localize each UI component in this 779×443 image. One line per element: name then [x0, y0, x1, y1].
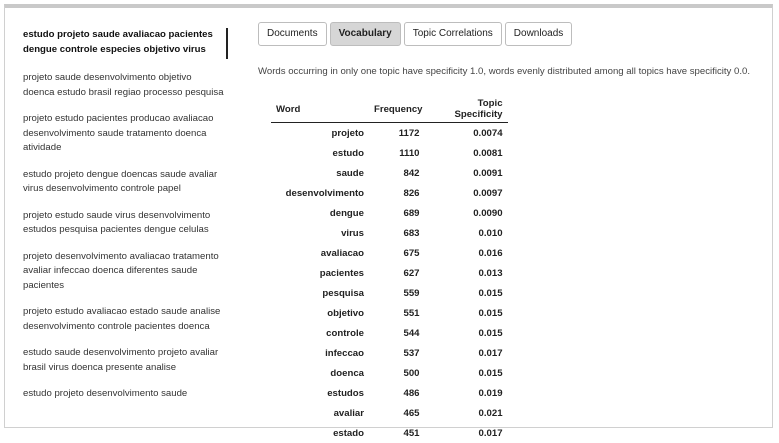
cell-specificity: 0.016	[428, 243, 508, 263]
topic-item[interactable]: projeto saude desenvolvimento objetivo doenca estudo brasil regiao processo pesquisa	[23, 71, 228, 100]
tab-vocabulary[interactable]: Vocabulary	[330, 22, 401, 46]
cell-frequency: 544	[369, 323, 428, 343]
topic-item[interactable]: projeto desenvolvimento avaliacao tratamento avaliar infeccao doenca diferentes saude pacientes	[23, 250, 228, 294]
cell-word: saude	[271, 163, 369, 183]
cell-word: estudo	[271, 143, 369, 163]
cell-word: pesquisa	[271, 283, 369, 303]
cell-frequency: 500	[369, 363, 428, 383]
tab-downloads[interactable]: Downloads	[505, 22, 572, 46]
main-panel	[258, 22, 772, 427]
table-row	[271, 123, 508, 144]
table-row	[271, 223, 508, 243]
cell-word: doenca	[271, 363, 369, 383]
column-header-frequency[interactable]: Frequency	[369, 96, 428, 123]
cell-frequency: 551	[369, 303, 428, 323]
table-row	[271, 383, 508, 403]
cell-frequency: 689	[369, 203, 428, 223]
table-row	[271, 163, 508, 183]
table-row	[271, 423, 508, 443]
table-row	[271, 263, 508, 283]
cell-word: avaliacao	[271, 243, 369, 263]
cell-word: estudos	[271, 383, 369, 403]
cell-specificity: 0.021	[428, 403, 508, 423]
topic-item[interactable]: projeto estudo avaliacao estado saude analise desenvolvimento controle pacientes doenca	[23, 305, 228, 334]
cell-word: estado	[271, 423, 369, 443]
topic-item[interactable]: estudo projeto dengue doencas saude avaliar virus desenvolvimento controle papel	[23, 168, 228, 197]
cell-specificity: 0.0081	[428, 143, 508, 163]
table-row	[271, 363, 508, 383]
table-row	[271, 183, 508, 203]
cell-word: desenvolvimento	[271, 183, 369, 203]
cell-frequency: 842	[369, 163, 428, 183]
cell-specificity: 0.013	[428, 263, 508, 283]
cell-specificity: 0.017	[428, 423, 508, 443]
table-body	[271, 123, 508, 443]
topic-list[interactable]	[23, 28, 228, 427]
cell-frequency: 1110	[369, 143, 428, 163]
table-row	[271, 143, 508, 163]
cell-frequency: 559	[369, 283, 428, 303]
cell-specificity: 0.0090	[428, 203, 508, 223]
column-header-word[interactable]: Word	[271, 96, 369, 123]
cell-frequency: 826	[369, 183, 428, 203]
cell-specificity: 0.010	[428, 223, 508, 243]
topic-item[interactable]: projeto estudo saude virus desenvolvimento estudos pesquisa pacientes dengue celulas	[23, 209, 228, 238]
cell-word: projeto	[271, 123, 369, 144]
cell-specificity: 0.0097	[428, 183, 508, 203]
cell-frequency: 683	[369, 223, 428, 243]
column-header-specificity[interactable]: Topic Specificity	[428, 96, 508, 123]
vocabulary-table	[271, 96, 508, 443]
app-frame	[4, 4, 773, 428]
cell-specificity: 0.019	[428, 383, 508, 403]
cell-frequency: 537	[369, 343, 428, 363]
tab-documents[interactable]: Documents	[258, 22, 327, 46]
cell-frequency: 451	[369, 423, 428, 443]
topic-item[interactable]: estudo projeto saude avaliacao pacientes dengue controle especies objetivo virus	[23, 28, 228, 59]
cell-word: objetivo	[271, 303, 369, 323]
cell-specificity: 0.015	[428, 363, 508, 383]
tab-bar	[258, 22, 772, 46]
table-row	[271, 323, 508, 343]
cell-specificity: 0.015	[428, 323, 508, 343]
topic-item[interactable]: estudo saude desenvolvimento projeto avaliar brasil virus doenca presente analise	[23, 346, 228, 375]
cell-word: avaliar	[271, 403, 369, 423]
topic-item[interactable]: projeto estudo pacientes producao avaliacao desenvolvimento saude tratamento doenca atividade	[23, 112, 228, 156]
table-row	[271, 303, 508, 323]
table-row	[271, 283, 508, 303]
table-row	[271, 243, 508, 263]
cell-specificity: 0.0074	[428, 123, 508, 144]
cell-frequency: 627	[369, 263, 428, 283]
cell-specificity: 0.017	[428, 343, 508, 363]
table-row	[271, 203, 508, 223]
cell-frequency: 1172	[369, 123, 428, 144]
tab-topic-correlations[interactable]: Topic Correlations	[404, 22, 502, 46]
table-row	[271, 403, 508, 423]
topic-item[interactable]: estudo projeto desenvolvimento saude	[23, 387, 228, 402]
cell-word: infeccao	[271, 343, 369, 363]
cell-word: controle	[271, 323, 369, 343]
cell-specificity: 0.0091	[428, 163, 508, 183]
cell-specificity: 0.015	[428, 283, 508, 303]
cell-word: dengue	[271, 203, 369, 223]
cell-frequency: 675	[369, 243, 428, 263]
cell-word: pacientes	[271, 263, 369, 283]
table-row	[271, 343, 508, 363]
table-header-row	[271, 96, 508, 123]
cell-frequency: 465	[369, 403, 428, 423]
cell-frequency: 486	[369, 383, 428, 403]
cell-specificity: 0.015	[428, 303, 508, 323]
specificity-note: Words occurring in only one topic have specificity 1.0, words evenly distributed among all topics have specificity 0.0.	[258, 66, 772, 77]
cell-word: virus	[271, 223, 369, 243]
